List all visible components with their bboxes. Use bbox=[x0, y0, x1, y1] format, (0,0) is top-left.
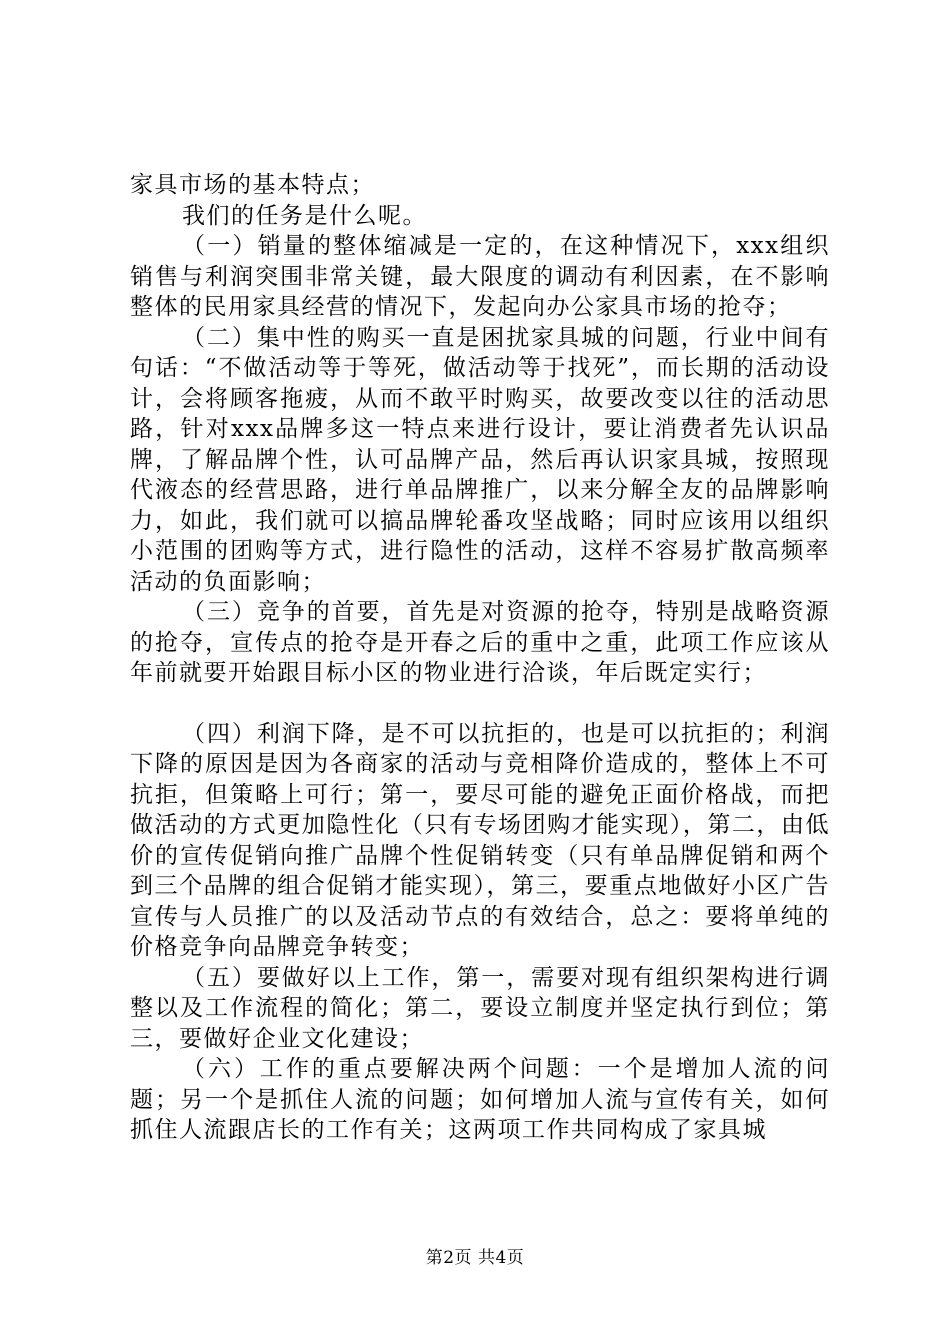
document-body bbox=[130, 170, 830, 1146]
paragraph-item-4: （四）利润下降，是不可以抗拒的，也是可以抗拒的；利润下降的原因是因为各商家的活动与竞相降价造成的，整体上不可抗拒，但策略上可行；第一，要尽可能的避免正面价格战，而把做活动的方式更加隐性化（只有专场团购才能实现），第二，由低价的宣传促销向推广品牌个性促销转变（只有单品牌促销和两个到三个品牌的组合促销才能实现），第三，要重点地做好小区广告宣传与人员推广的以及活动节点的有效结合，总之：要将单纯的价格竞争向品牌竞争转变； bbox=[130, 720, 830, 960]
paragraph-item-2: （二）集中性的购买一直是困扰家具城的问题，行业中间有句话：“不做活动等于等死，做活动等于找死”，而长期的活动设计，会将顾客拖疲，从而不敢平时购买，故要改变以往的活动思路，针对xxx品牌多这一特点来进行设计，要让消费者先认识品牌，了解品牌个性，认可品牌产品，然后再认识家具城，按照现代液态的经营思路，进行单品牌推广，以来分解全友的品牌影响力，如此，我们就可以搞品牌轮番攻坚战略；同时应该用以组织小范围的团购等方式，进行隐性的活动，这样不容易扩散高频率活动的负面影响； bbox=[130, 324, 830, 595]
page-number: 第2页 共4页 bbox=[425, 1248, 525, 1268]
paragraph-item-3: （三）竞争的首要，首先是对资源的抢夺，特别是战略资源的抢夺，宣传点的抢夺是开春之后的重中之重，此项工作应该从年前就要开始跟目标小区的物业进行洽谈，年后既定实行； bbox=[130, 599, 830, 686]
paragraph-item-1: （一）销量的整体缩减是一定的，在这种情况下，xxx组织销售与利润突围非常关键，最大限度的调动有利因素，在不影响整体的民用家具经营的情况下，发起向办公家具市场的抢夺； bbox=[130, 233, 830, 320]
paragraph-item-6: （六）工作的重点要解决两个问题：一个是增加人流的问题；另一个是抓住人流的问题；如何增加人流与宣传有关，如何抓住人流跟店长的工作有关；这两项工作共同构成了家具城 bbox=[130, 1056, 830, 1143]
paragraph-item-5: （五）要做好以上工作，第一，需要对现有组织架构进行调整以及工作流程的简化；第二，要设立制度并坚定执行到位；第三，要做好企业文化建设； bbox=[130, 964, 830, 1052]
paragraph-question: 我们的任务是什么呢。 bbox=[182, 202, 427, 229]
paragraph-continuation: 家具市场的基本特点； bbox=[130, 172, 375, 198]
